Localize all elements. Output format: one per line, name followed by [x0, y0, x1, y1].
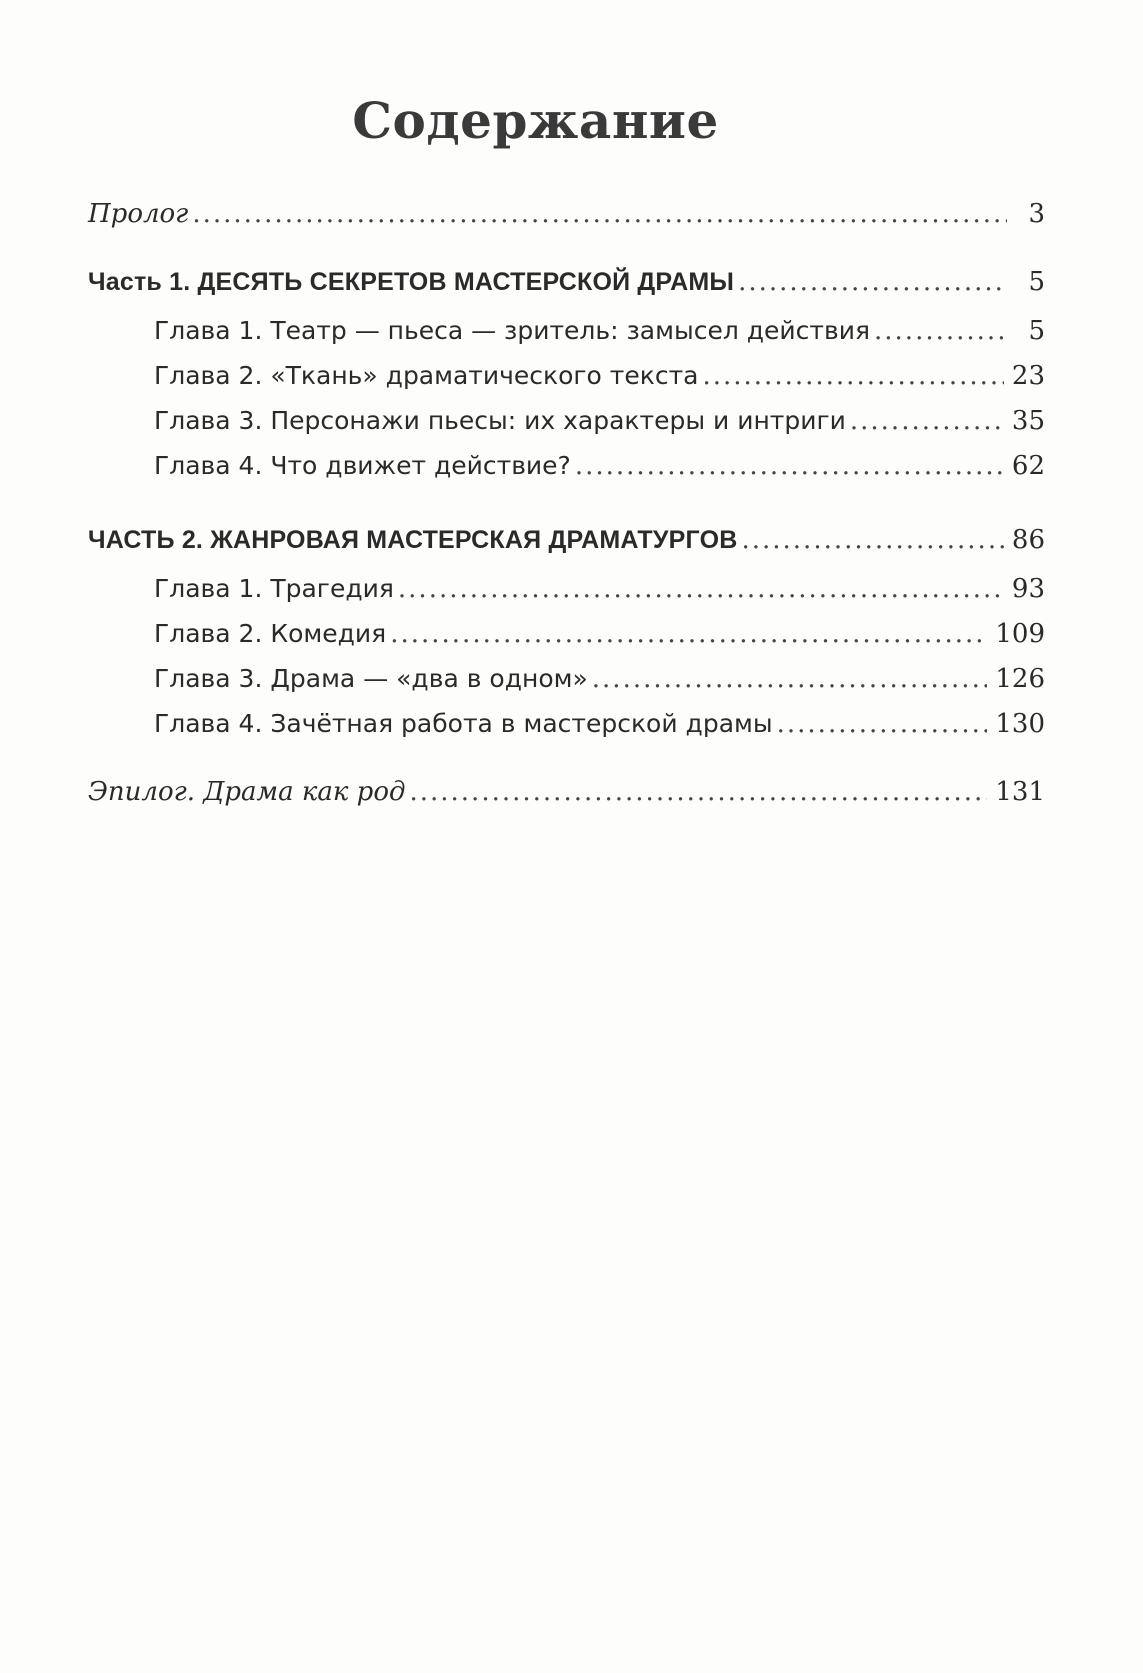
toc-page-number: 126 [995, 664, 1045, 694]
dot-leader [777, 704, 988, 744]
toc-page-number: 130 [995, 709, 1045, 739]
dot-leader [702, 356, 1003, 396]
toc-entry-part-1 [88, 262, 1045, 302]
toc-entry-chapter [154, 446, 1045, 486]
dot-leader [192, 194, 1007, 234]
toc-page-number: 93 [1011, 574, 1045, 604]
toc-chapter-label: Глава 4. Зачётная работа в мастерской драмы [154, 709, 773, 738]
dot-leader [409, 772, 987, 812]
dot-leader [592, 659, 988, 699]
toc-page-number: 5 [1028, 267, 1045, 297]
toc-chapter-label: Глава 1. Трагедия [154, 574, 394, 603]
toc-entry-label: Пролог [88, 199, 189, 229]
toc-chapter-label: Глава 3. Драма — «два в одном» [154, 664, 588, 693]
toc-page-number: 131 [995, 777, 1045, 807]
page-title: Содержание [352, 90, 719, 150]
toc-entry-prologue [88, 194, 1045, 234]
toc-chapter-label: Глава 4. Что движет действие? [154, 451, 571, 480]
toc-page-number: 86 [1011, 525, 1045, 555]
toc-page-number: 3 [1028, 199, 1045, 229]
toc-entry-chapter [154, 659, 1045, 699]
toc-part-heading: ЧАСТЬ 2. ЖАНРОВАЯ МАСТЕРСКАЯ ДРАМАТУРГОВ [88, 526, 738, 554]
toc-chapter-label: Глава 1. Театр — пьеса — зритель: замысел действия [154, 316, 871, 345]
toc-entry-chapter [154, 704, 1045, 744]
toc-page-number: 62 [1011, 451, 1045, 481]
toc-page-number: 35 [1011, 406, 1045, 436]
toc-page-number: 109 [995, 619, 1045, 649]
toc-chapter-label: Глава 2. Комедия [154, 619, 387, 648]
toc-entry-chapter [154, 401, 1045, 441]
dot-leader [738, 262, 1007, 302]
dot-leader [390, 614, 987, 654]
dot-leader [575, 446, 1004, 486]
dot-leader [741, 520, 1003, 560]
toc-page-number: 5 [1028, 316, 1045, 346]
toc-entry-chapter [154, 569, 1045, 609]
dot-leader [398, 569, 1004, 609]
toc-entry-epilogue [88, 772, 1045, 812]
toc-entry-chapter [154, 614, 1045, 654]
toc-part-heading: Часть 1. ДЕСЯТЬ СЕКРЕТОВ МАСТЕРСКОЙ ДРАМЫ [88, 268, 735, 296]
dot-leader [850, 401, 1004, 441]
toc-page-number: 23 [1011, 361, 1045, 391]
toc-chapter-label: Глава 3. Персонажи пьесы: их характеры и интриги [154, 406, 846, 435]
toc-entry-label: Эпилог. Драма как род [88, 777, 406, 807]
toc-entry-chapter [154, 356, 1045, 396]
toc-entry-part-2 [88, 520, 1045, 560]
dot-leader [874, 311, 1007, 351]
toc-chapter-label: Глава 2. «Ткань» драматического текста [154, 361, 699, 390]
toc-entry-chapter [154, 311, 1045, 351]
